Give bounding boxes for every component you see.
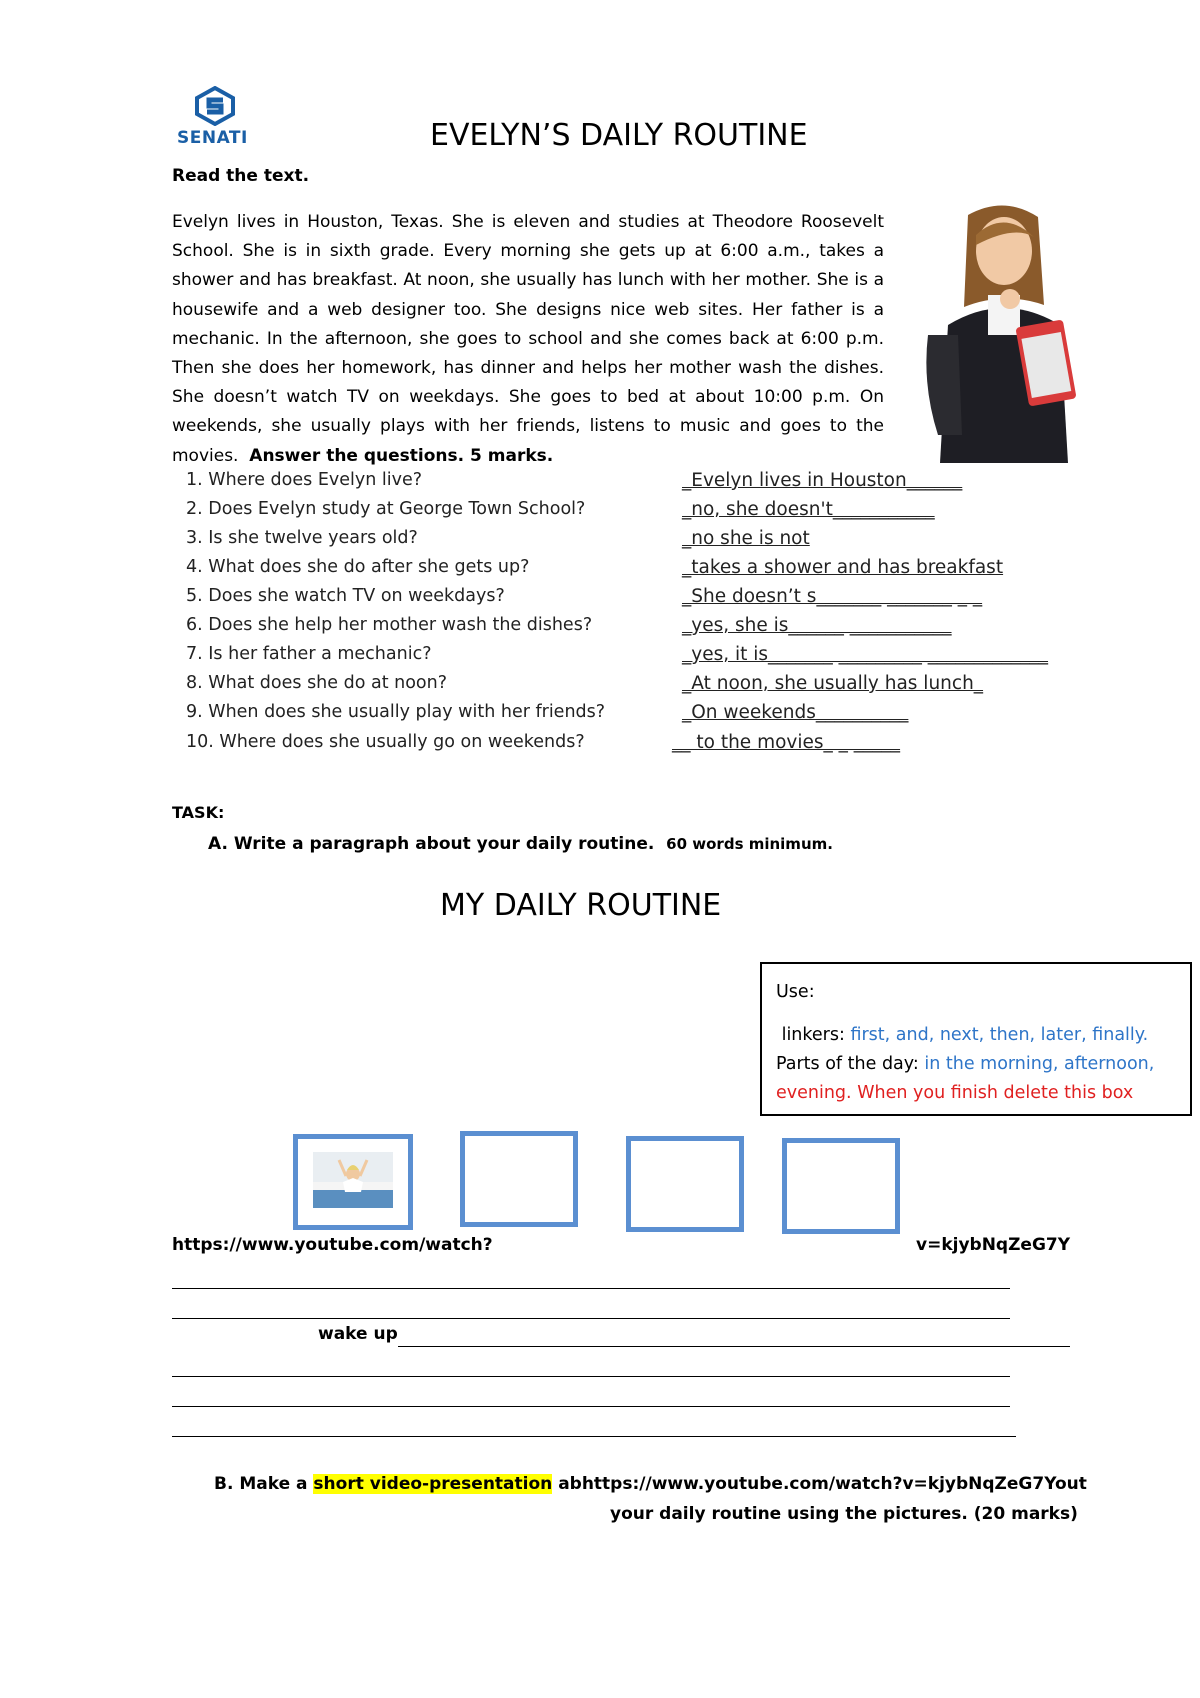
- video-url-part1[interactable]: https://www.youtube.com/watch?: [172, 1235, 493, 1255]
- use-heading: Use:: [776, 982, 815, 1002]
- writing-line[interactable]: [172, 1318, 1010, 1319]
- note-line: [776, 1079, 1176, 1108]
- question: 7. Is her father a mechanic?: [186, 644, 432, 664]
- picture-frame-2[interactable]: [460, 1131, 578, 1227]
- question: 10. Where does she usually go on weekends?: [186, 732, 585, 752]
- picture-frame-4[interactable]: [782, 1138, 900, 1234]
- reading-paragraph: [172, 208, 884, 471]
- parts-list: in the morning, afternoon,: [924, 1054, 1155, 1074]
- page-title: EVELYN’S DAILY ROUTINE: [430, 118, 808, 153]
- answer-instruction: Answer the questions. 5 marks.: [249, 445, 554, 466]
- question: 2. Does Evelyn study at George Town School?: [186, 499, 586, 519]
- student-girl-image: [918, 195, 1090, 463]
- parts-line: [776, 1050, 1176, 1079]
- delete-note: When you finish delete this box: [857, 1083, 1134, 1103]
- parts-label: Parts of the day:: [776, 1054, 919, 1074]
- answer-field[interactable]: _takes a shower and has breakfast: [682, 557, 1004, 578]
- section-title: MY DAILY ROUTINE: [440, 888, 722, 923]
- answer-field[interactable]: _Evelyn lives in Houston______: [682, 470, 963, 491]
- task-a-main: A. Write a paragraph about your daily routine.: [208, 834, 655, 854]
- task-label: TASK:: [172, 803, 225, 822]
- answer-field[interactable]: _On weekends__________: [682, 702, 909, 723]
- answer-field[interactable]: _She doesn’t s_______ _______ _ _: [682, 586, 983, 607]
- task-b-line2: your daily routine using the pictures. (20 marks): [610, 1504, 1078, 1524]
- writing-line[interactable]: [172, 1288, 1010, 1289]
- parts-evening: evening.: [776, 1083, 852, 1103]
- writing-line[interactable]: [172, 1376, 1010, 1377]
- question: 6. Does she help her mother wash the dishes?: [186, 615, 593, 635]
- task-b-suffix[interactable]: abhttps://www.youtube.com/watch?v=kjybNqZeG7Yout: [558, 1474, 1087, 1494]
- task-b: [214, 1474, 1087, 1494]
- answer-field[interactable]: _no, she doesn't___________: [682, 499, 935, 520]
- senati-logo-icon: [193, 86, 237, 126]
- writing-line[interactable]: [398, 1346, 1070, 1347]
- question: 3. Is she twelve years old?: [186, 528, 418, 548]
- linkers-line: [776, 1021, 1176, 1050]
- paragraph-text: Evelyn lives in Houston, Texas. She is eleven and studies at Theodore Roosevelt School. She is in sixth grade. Every morning she gets up at 6:00 a.m., takes a shower and has breakfast. At noon, she usually has lunch with her mother. She is a housewife and a web designer too. She designs nice web sites. Her father is a mechanic. In the afternoon, she goes to school and she comes back at 6:00 p.m. Then she does her homework, has dinner and helps her mother wash the dishes. She doesn’t watch TV on weekdays. She goes to bed at about 10:00 p.m. On weekends, she usually plays with her friends, listens to music and goes to the movies.: [172, 212, 884, 466]
- picture-frame-1[interactable]: [293, 1134, 413, 1230]
- answer-field[interactable]: __ to the movies_ _ _____: [672, 732, 901, 753]
- picture-frame-3[interactable]: [626, 1136, 744, 1232]
- senati-logo: [175, 86, 255, 152]
- video-url-part2[interactable]: v=kjybNqZeG7Y: [916, 1235, 1071, 1255]
- question: 1. Where does Evelyn live?: [186, 470, 423, 490]
- linkers-list: first, and, next, then, later, finally.: [850, 1025, 1149, 1045]
- task-a: [208, 834, 833, 854]
- task-b-highlight: short video-presentation: [313, 1474, 553, 1494]
- answer-field[interactable]: _no she is not: [682, 528, 810, 549]
- use-box[interactable]: [760, 962, 1192, 1116]
- logo-text: SENATI: [177, 128, 248, 148]
- wake-up-label: wake up: [318, 1324, 398, 1344]
- answer-field[interactable]: _At noon, she usually has lunch_: [682, 673, 984, 694]
- wake-up-picture: [313, 1152, 393, 1208]
- writing-line[interactable]: [172, 1406, 1010, 1407]
- answer-field[interactable]: _yes, she is______ ___________: [682, 615, 952, 636]
- writing-line[interactable]: [172, 1436, 1016, 1437]
- task-b-prefix: B. Make a: [214, 1474, 308, 1494]
- read-label: Read the text.: [172, 166, 310, 186]
- question: 5. Does she watch TV on weekdays?: [186, 586, 505, 606]
- answer-field[interactable]: _yes, it is_______ _________ _____________: [682, 644, 1049, 665]
- task-a-tail: 60 words minimum.: [666, 835, 833, 853]
- question: 9. When does she usually play with her friends?: [186, 702, 606, 722]
- question: 8. What does she do at noon?: [186, 673, 448, 693]
- question: 4. What does she do after she gets up?: [186, 557, 530, 577]
- linkers-label: linkers:: [781, 1025, 845, 1045]
